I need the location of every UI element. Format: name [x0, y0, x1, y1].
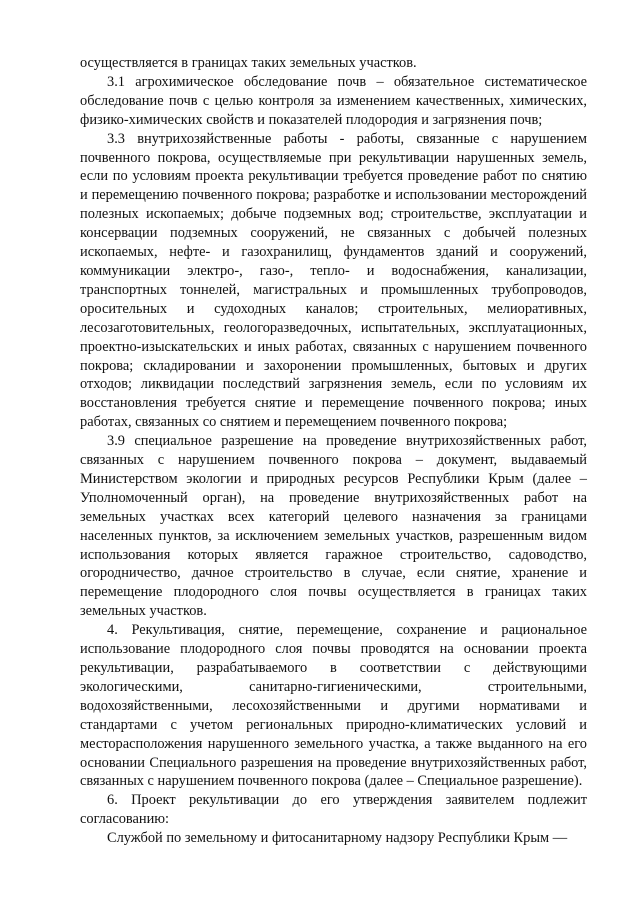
document-page [80, 54, 587, 848]
paragraph-3-3: 3.3 внутрихозяйственные работы - работы, связанные с нарушением почвенного покрова, осуществляемые при рекультивации нарушенных земель, если по условиям проекта рекультивации требуется проведение работ по снятию и перемещению почвенного покрова; разработке и использовании месторождений полезных ископаемых; добыче подземных вод; строительстве, эксплуатации и консервации подземных сооружений, не связанных с добычей полезных ископаемых, нефте- и газохранилищ, фундаментов зданий и сооружений, коммуникации электро-, газо-, тепло- и водоснабжения, канализации, транспортных тоннелей, магистральных и промышленных трубопроводов, оросительных и судоходных каналов; строительных, мелиоративных, лесозаготовительных, геологоразведочных, испытательных, эксплуатационных, проектно-изыскательских и иных работах, связанных с нарушением почвенного покрова; складировании и захоронении промышленных, бытовых и других отходов; ликвидации последствий загрязнения земель, если по условиям их восстановления требуется снятие и перемещение почвенного покрова; иных работах, связанных со снятием и перемещением почвенного покрова; [80, 130, 587, 431]
paragraph-3-1: 3.1 агрохимическое обследование почв – обязательное систематическое обследование почв с целью контроля за изменением качественных, химических, физико-химических свойств и показателей плодородия и загрязнения почв; [80, 73, 587, 128]
paragraph-continuation: осуществляется в границах таких земельных участков. [80, 55, 417, 71]
paragraph-3-9: 3.9 специальное разрешение на проведение внутрихозяйственных работ, связанных с нарушением почвенного покрова – документ, выдаваемый Министерством экологии и природных ресурсов Республики Крым (далее – Уполномоченный орган), на проведение внутрихозяйственных работ на земельных участках всех категорий целевого назначения за границами населенных пунктов, за исключением земельных участков, разрешенным видом использования которых является гаражное строительство, садоводство, огородничество, дачное строительство в случае, если снятие, хранение и перемещение плодородного слоя почвы осуществляется в границах таких земельных участков. [80, 433, 587, 620]
paragraph-agency: Службой по земельному и фитосанитарному надзору Республики Крым — [107, 830, 568, 847]
paragraph-4: 4. Рекультивация, снятие, перемещение, сохранение и рациональное использование плодородного слоя почвы проводятся на основании проекта рекультивации, разрабатываемого в соответствии с действующими экологическими, санитарно-гигиеническими, строительными, водохозяйственными, лесохозяйственными и другими нормативами и стандартами с учетом региональных природно-климатических условий и месторасположения нарушенного земельного участка, а также выданного на его основании Специального разрешения на проведение внутрихозяйственных работ, связанных с нарушением почвенного покрова (далее – Специальное разрешение). [80, 622, 587, 790]
paragraph-6: 6. Проект рекультивации до его утверждения заявителем подлежит согласованию: [80, 792, 587, 828]
